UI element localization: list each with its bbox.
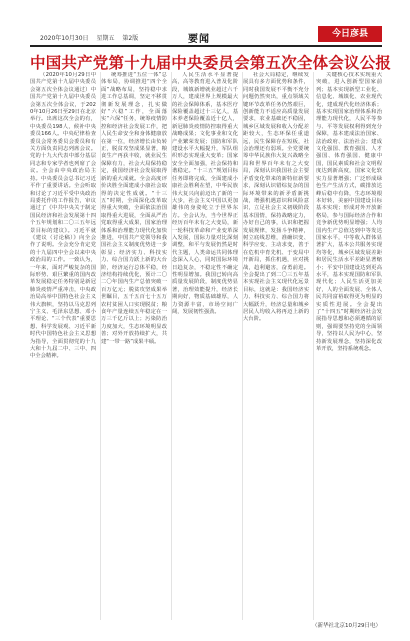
issue-page: 第2版 xyxy=(122,35,139,42)
newspaper-logo: 今日彦县 xyxy=(318,26,382,42)
column-text: 社会大局稳定，继续发展具有多方面优势和条件，同时我国发展不平衡不充分问题仍然突出，重点领域关键环节改革任务仍然艰巨，创新能力不适应高质量发展要求，农业基础还不稳固，城乡区域发展和收入分配差距较大，生态环保任重道远，民生保障存在短板，社会治理还有弱项。全党要统筹中华民族伟大复兴战略全局和世界百年未有之大变局，深刻认识我国社会主要矛盾变化带来的新特征新要求，深刻认识错综复杂的国际环境带来的新矛盾新挑战，增强机遇意识和风险意识，立足社会主义初级阶段基本国情，保持战略定力，办好自己的事，认识和把握发展规律，发扬斗争精神，树立底线思维，准确识变、科学应变、主动求变，善于在危机中育先机、于变局中开新局，抓住机遇，应对挑战，趋利避害，奋勇前进。全会提出了到二〇三五年基本实现社会主义现代化远景目标，这就是：我国经济实力、科技实力、综合国力将大幅跃升，经济总量和城乡居民人均收入将再迈上新的大台阶。 xyxy=(243,72,309,323)
page-header xyxy=(0,0,410,46)
section-title: 要闻 xyxy=(188,34,210,45)
issue-weekday: 星期五 xyxy=(96,35,115,42)
column-text: （2020年10月29日中国共产党第十九届中央委员会第五次全体会议通过）中国共产党第十九届中央委员会第五次全体会议，于2020年10月26日至29日在北京举行。出席这次全会的有，中央委员198人，候补中央委员166人。中央纪律检查委员会常务委员会委员和有关方面负责同志列席会议。党的十九大代表中部分基层同志和专家学者也列席了会议。全会由中央政治局主持。中央委员会总书记习近平作了重要讲话。全会听取和讨论了习近平受中央政治局委托作的工作报告，审议通过了《中共中央关于制定国民经济和社会发展第十四个五年规划和二〇三五年远景目标的建议》。习近平就《建议（讨论稿）》向全会作了说明。全会充分肯定党的十九届四中全会以来中央政治局的工作。一致认为，一年来，面对严峻复杂的国际形势、艰巨繁重的国内改革发展稳定任务特别是新冠肺炎疫情严重冲击，中央政治局高举中国特色社会主义伟大旗帜，坚持以马克思列宁主义、毛泽东思想、邓小平理论、“三个代表”重要思想、科学发展观、习近平新时代中国特色社会主义思想为指导，全面贯彻党的十九大和十九届二中、三中、四中全会精神。 xyxy=(30,72,96,360)
issue-date: 2020年10月30日 xyxy=(40,35,89,42)
column-text: 统筹推进“五位一体”总体布局，协调推进“四个全面”战略布局，坚持稳中求进工作总基调，坚定不移贯彻新发展理念，扎实做好“六稳”工作，全面落实“六保”任务，统筹疫情防控和经济社会发展工作，把人民生命安全和身体健康放在第一位，经济增长由负转正，脱贫攻坚成果显著，粮食生产再获丰收，就业民生保障有力，社会大局保持稳定，我国经济社会发展取得新的重大成就。全会高度评价决胜全面建成小康社会取得的决定性成就。“十三五”时期，全面深化改革取得重大突破，全面依法治国取得重大进展，全面从严治党取得重大成果，国家治理体系和治理能力现代化加快推进，中国共产党领导和我国社会主义制度优势进一步彰显；经济实力、科技实力、综合国力跃上新的大台阶，经济运行总体平稳，经济结构持续优化，预计二〇二〇年国内生产总值突破一百万亿元；脱贫攻坚成果举世瞩目，五千五百七十五万农村贫困人口实现脱贫；粮食年产量连续五年稳定在一万三千亿斤以上；污染防治力度加大，生态环境明显改善；对外开放持续扩大，共建“一带一路”成果丰硕。 xyxy=(101,72,167,345)
article-headline: 中国共产党第十九届中央委员会第五次全体会议公报 xyxy=(30,54,392,72)
column-text: 人民生活水平显著提高，高等教育进入普及化阶段，城镇新增就业超过六千万人，建成世界上规模最大的社会保障体系，基本医疗保险覆盖超过十三亿人，基本养老保险覆盖近十亿人，新冠肺炎疫情防控取得重大战略成果；文化事业和文化产业繁荣发展；国防和军队建设水平大幅提升，军队组织形态实现重大变革；国家安全全面加强，社会保持和谐稳定。“十三五”规划目标任务即将完成，全面建成小康社会胜利在望，中华民族伟大复兴向前迈出了新的一大步，社会主义中国以更加雄伟的身姿屹立于世界东方。全会认为，当今世界正经历百年未有之大变局，新一轮科技革命和产业变革深入发展，国际力量对比深刻调整，和平与发展仍然是时代主题，人类命运共同体理念深入人心，同时国际环境日趋复杂，不稳定性不确定性明显增加。我国已转向高质量发展阶段，制度优势显著，治理效能提升，经济长期向好，物质基础雄厚，人力资源丰富，市场空间广阔，发展韧性强劲。 xyxy=(172,72,238,315)
article-column-2 xyxy=(101,72,167,620)
header-rule xyxy=(30,45,382,47)
article-column-5 xyxy=(316,72,382,620)
article-body xyxy=(30,72,382,620)
dateline-note: （新华社北京10月29日电） xyxy=(312,623,381,629)
article-column-1 xyxy=(30,72,96,620)
article-column-4 xyxy=(243,72,309,620)
column-divider xyxy=(313,72,314,620)
article-column-3 xyxy=(172,72,238,620)
column-text: 关键核心技术实现重大突破，进入创新型国家前列；基本实现新型工业化、信息化、城镇化、农业现代化，建成现代化经济体系；基本实现国家治理体系和治理能力现代化，人民平等参与、平等发展权利得到充分保障，基本建成法治国家、法治政府、法治社会；建成文化强国、教育强国、人才强国、体育强国、健康中国，国民素质和社会文明程度达到新高度，国家文化软实力显著增强；广泛形成绿色生产生活方式，碳排放达峰后稳中有降，生态环境根本好转，美丽中国建设目标基本实现；形成对外开放新格局，参与国际经济合作和竞争新优势明显增强；人均国内生产总值达到中等发达国家水平，中等收入群体显著扩大，基本公共服务实现均等化，城乡区域发展差距和居民生活水平差距显著缩小；平安中国建设达到更高水平，基本实现国防和军队现代化；人民生活更加美好，人的全面发展、全体人民共同富裕取得更为明显的实质性进展。全会提出了“十四五”时期经济社会发展指导思想和必须遵循的原则，强调要坚持党的全面领导，坚持以人民为中心，坚持新发展理念，坚持深化改革开放，坚持系统观念。 xyxy=(316,72,382,353)
issue-info xyxy=(40,33,144,42)
